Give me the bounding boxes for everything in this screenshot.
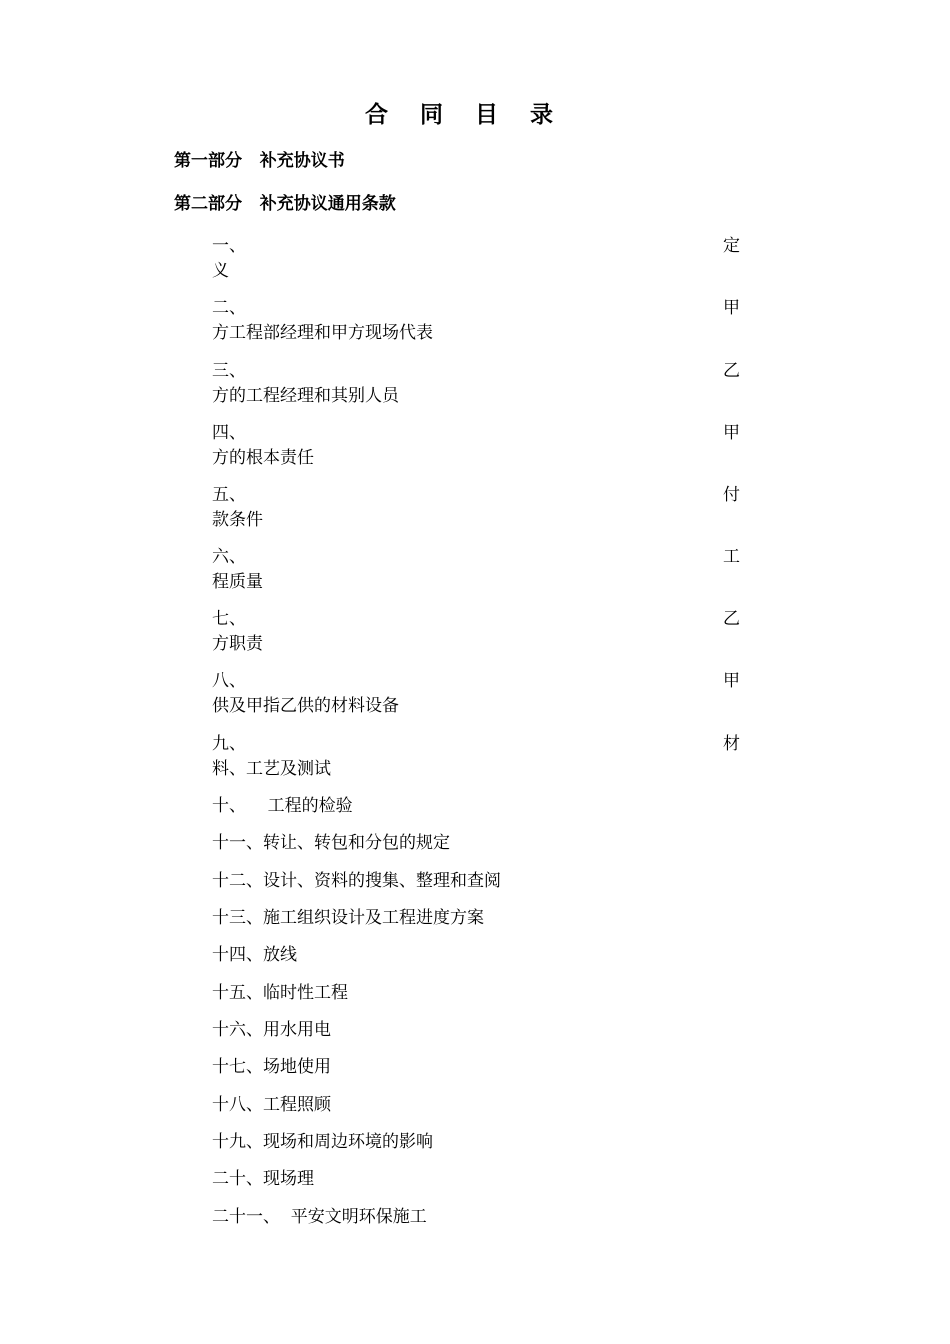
toc-item: 十二、设计、资料的搜集、整理和查阅 bbox=[212, 871, 501, 891]
toc-item-rest: 方的根本责任 bbox=[212, 448, 314, 468]
toc-item-rest: 程质量 bbox=[212, 572, 263, 592]
toc-item-first-char: 定 bbox=[723, 236, 740, 256]
toc-item-first-char: 乙 bbox=[723, 361, 740, 381]
page-title: 合 同 目 录 bbox=[364, 102, 566, 128]
toc-item-number: 六、 bbox=[212, 547, 246, 567]
part-one-heading bbox=[174, 146, 345, 171]
toc-item: 十四、放线 bbox=[212, 945, 297, 965]
toc-item-number: 一、 bbox=[212, 236, 246, 256]
toc-item: 十七、场地使用 bbox=[212, 1057, 331, 1077]
toc-item-rest: 方职责 bbox=[212, 634, 263, 654]
part-label: 第一部分 bbox=[174, 151, 242, 171]
toc-item: 十六、用水用电 bbox=[212, 1020, 331, 1040]
toc-item-rest: 料、工艺及测试 bbox=[212, 759, 331, 779]
toc-item-first-char: 甲 bbox=[723, 423, 740, 443]
toc-item-first-char: 工 bbox=[723, 547, 740, 567]
toc-item-rest: 方的工程经理和其别人员 bbox=[212, 386, 399, 406]
toc-item-rest: 方工程部经理和甲方现场代表 bbox=[212, 323, 433, 343]
toc-item: 十八、工程照顾 bbox=[212, 1095, 331, 1115]
toc-item-number: 八、 bbox=[212, 671, 246, 691]
part-name: 补充协议通用条款 bbox=[259, 194, 396, 214]
toc-item: 十三、施工组织设计及工程进度方案 bbox=[212, 908, 484, 928]
toc-item-first-char: 材 bbox=[723, 734, 740, 754]
part-name: 补充协议书 bbox=[259, 151, 345, 171]
toc-item-rest: 供及甲指乙供的材料设备 bbox=[212, 696, 399, 716]
toc-item-number: 九、 bbox=[212, 734, 246, 754]
toc-item: 十一、转让、转包和分包的规定 bbox=[212, 833, 450, 853]
toc-item-number: 五、 bbox=[212, 485, 246, 505]
toc-item-number: 三、 bbox=[212, 361, 246, 381]
toc-item-number: 七、 bbox=[212, 609, 246, 629]
toc-item: 二十一、 平安文明环保施工 bbox=[212, 1207, 427, 1227]
toc-item-rest: 义 bbox=[212, 261, 229, 281]
toc-item-number: 二、 bbox=[212, 298, 246, 318]
toc-item-rest: 款条件 bbox=[212, 510, 263, 530]
toc-item: 二十、现场理 bbox=[212, 1169, 314, 1189]
toc-item-number: 四、 bbox=[212, 423, 246, 443]
part-two-heading bbox=[174, 189, 396, 214]
toc-item-first-char: 甲 bbox=[723, 671, 740, 691]
toc-item-first-char: 甲 bbox=[723, 298, 740, 318]
toc-item: 十五、临时性工程 bbox=[212, 983, 348, 1003]
part-label: 第二部分 bbox=[174, 194, 242, 214]
toc-item: 十九、现场和周边环境的影响 bbox=[212, 1132, 433, 1152]
toc-item: 十、 工程的检验 bbox=[212, 796, 353, 816]
toc-item-first-char: 付 bbox=[723, 485, 740, 505]
toc-item-first-char: 乙 bbox=[723, 609, 740, 629]
